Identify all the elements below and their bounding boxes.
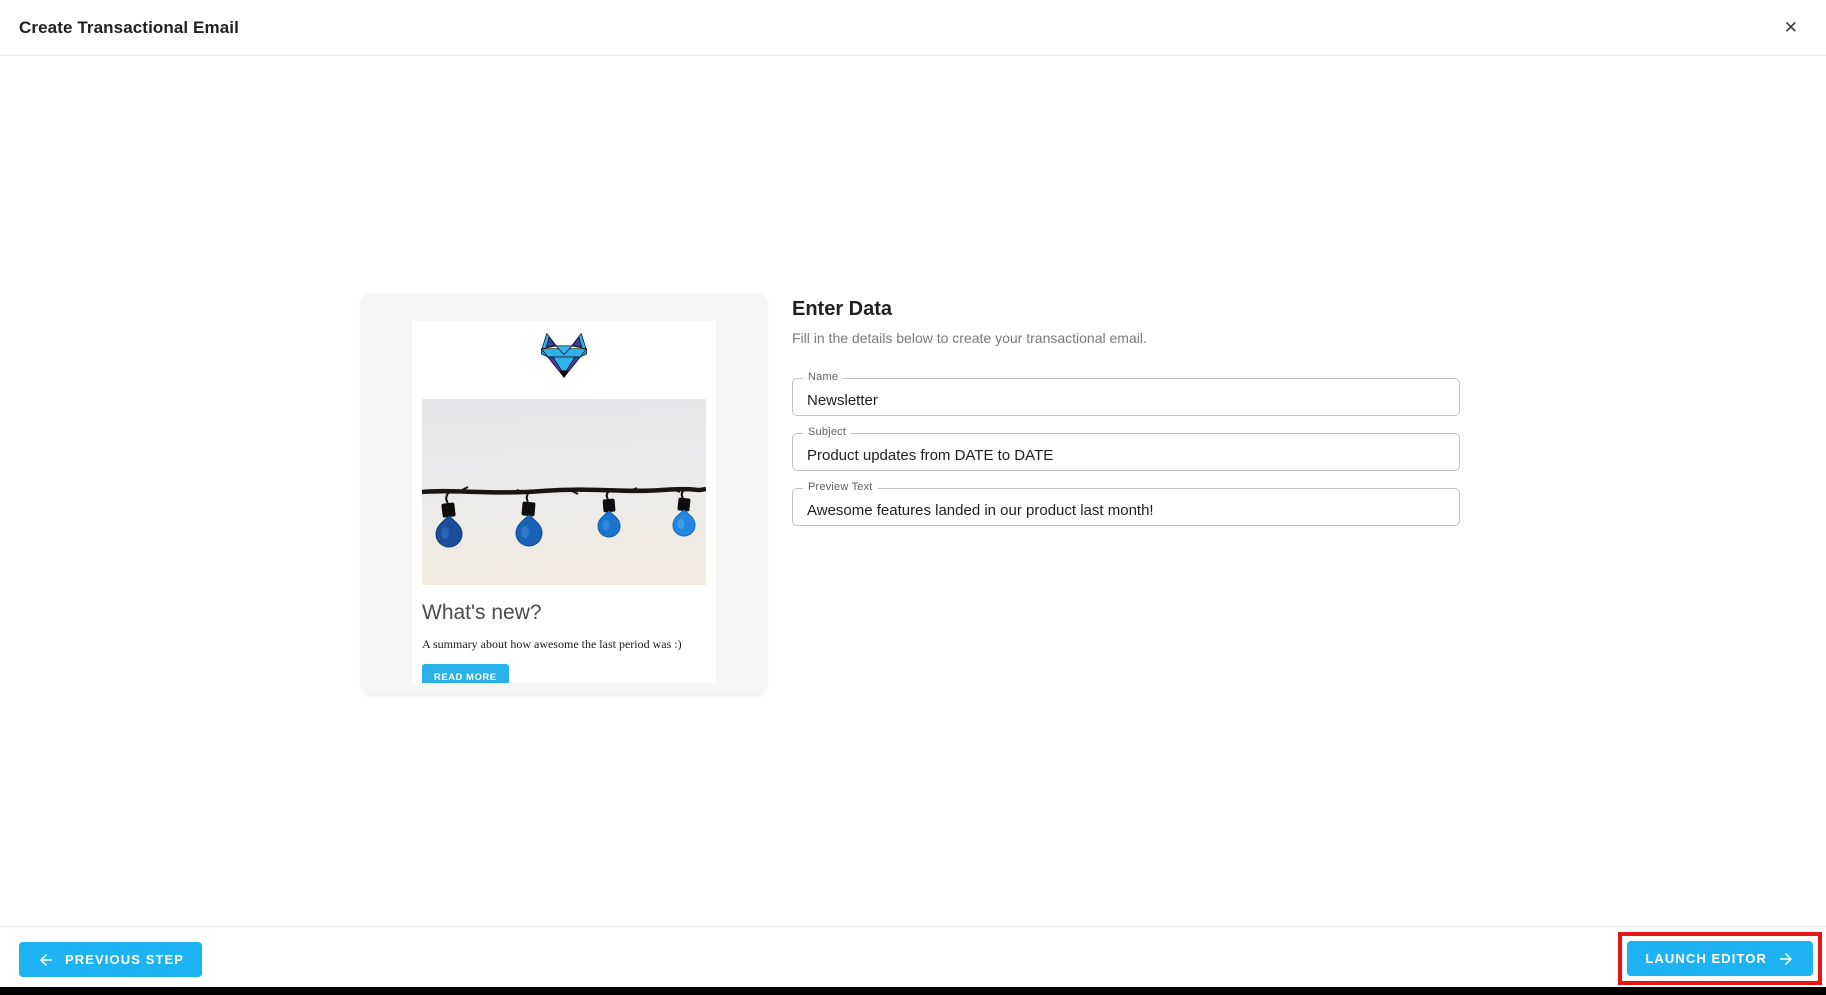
name-field-label: Name [803, 371, 843, 383]
launch-editor-button[interactable] [1627, 941, 1813, 976]
subject-input[interactable] [793, 434, 1459, 470]
email-summary-text: A summary about how awesome the last period was :) [422, 637, 682, 651]
form-title: Enter Data [792, 298, 893, 320]
previous-step-button[interactable] [19, 942, 202, 977]
preview-text-input[interactable] [793, 489, 1459, 525]
close-icon: ✕ [1783, 18, 1798, 37]
modal-header [0, 0, 1826, 56]
modal-footer [0, 926, 1826, 987]
fox-logo-icon [540, 333, 588, 378]
bottom-black-bar [0, 987, 1826, 995]
form-subtitle: Fill in the details below to create your transactional email. [792, 330, 1147, 346]
launch-editor-label: LAUNCH EDITOR [1645, 951, 1767, 966]
name-field [792, 371, 1460, 416]
previous-step-label: PREVIOUS STEP [65, 952, 185, 967]
page-title: Create Transactional Email [19, 17, 239, 37]
email-template-preview-card [362, 294, 766, 694]
read-more-button[interactable]: READ MORE [422, 664, 509, 683]
email-headline: What's new? [422, 601, 542, 624]
enter-data-section [792, 296, 1460, 526]
preview-text-field [792, 481, 1460, 526]
arrow-right-icon [1777, 950, 1795, 968]
preview-text-field-label: Preview Text [803, 481, 878, 493]
subject-field-label: Subject [803, 426, 851, 438]
email-preview [412, 321, 716, 683]
subject-field [792, 426, 1460, 471]
annotation-highlight-box [1618, 932, 1822, 985]
lightbulbs-hero-image [422, 399, 706, 585]
close-button[interactable] [1780, 15, 1802, 40]
arrow-left-icon [37, 951, 55, 969]
name-input[interactable] [793, 379, 1459, 415]
